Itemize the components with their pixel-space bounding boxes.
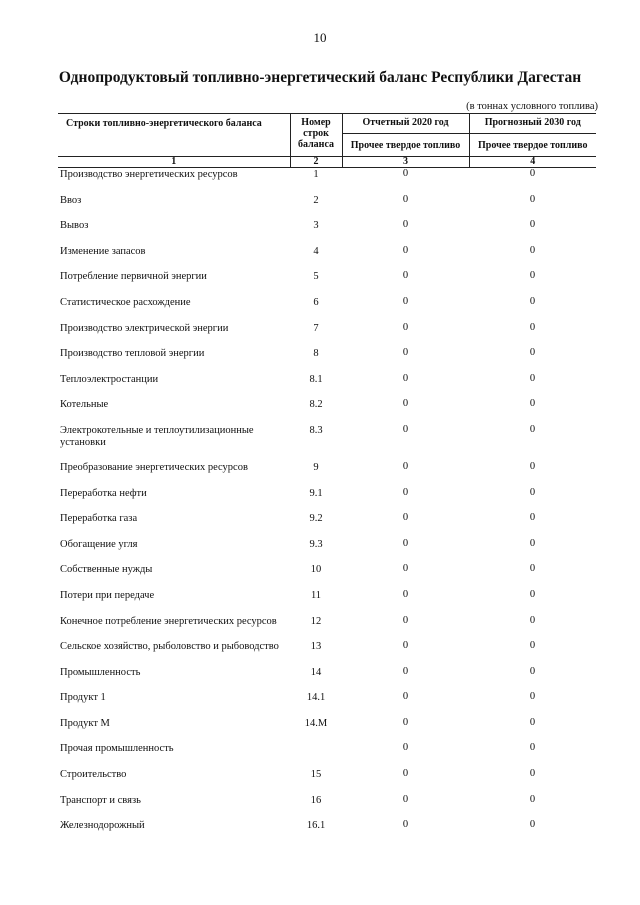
balance-table-body — [58, 168, 596, 845]
row-name-cell: Железнодорожный — [60, 820, 145, 832]
table-row — [58, 487, 596, 513]
value-2020-cell: 0 — [402, 819, 409, 831]
row-name-cell: Строительство — [60, 769, 127, 781]
header-forecast-fuel: Прочее твердое топливо — [469, 134, 596, 157]
row-number-cell: 4 — [313, 245, 319, 257]
row-name-cell: Конечное потребление энергетических ресурсов — [60, 615, 277, 627]
value-2030-cell: 0 — [529, 512, 536, 524]
value-2020-cell: 0 — [402, 512, 409, 524]
column-index-1: 1 — [58, 157, 290, 168]
value-2030-cell: 0 — [529, 640, 536, 652]
value-2020-cell: 0 — [402, 614, 409, 626]
row-number-cell: 16.1 — [306, 820, 326, 832]
value-2020-cell: 0 — [402, 372, 409, 384]
column-index-4: 4 — [469, 157, 596, 168]
table-row — [58, 768, 596, 794]
value-2030-cell: 0 — [529, 691, 536, 703]
value-2030-cell: 0 — [529, 665, 536, 677]
value-2030-cell: 0 — [529, 244, 536, 256]
row-number-cell: 12 — [310, 615, 322, 627]
row-name-cell: Преобразование энергетических ресурсов — [60, 461, 248, 473]
table-row — [58, 819, 596, 845]
value-2020-cell: 0 — [402, 665, 409, 677]
value-2020-cell: 0 — [402, 537, 409, 549]
row-name-cell: Вывоз — [60, 220, 89, 232]
value-2020-cell: 0 — [402, 793, 409, 805]
table-row — [58, 691, 596, 717]
row-name-cell: Электрокотельные и теплоутилизационные установки — [60, 424, 254, 448]
value-2030-cell: 0 — [529, 486, 536, 498]
row-number-cell: 8.2 — [309, 399, 323, 411]
table-row — [58, 512, 596, 538]
value-2030-cell: 0 — [529, 819, 536, 831]
column-index-3: 3 — [342, 157, 469, 168]
table-row — [58, 219, 596, 245]
table-row — [58, 245, 596, 271]
value-2020-cell: 0 — [402, 347, 409, 359]
row-number-cell: 14.1 — [306, 692, 326, 704]
value-2030-cell: 0 — [529, 793, 536, 805]
value-2020-cell: 0 — [402, 193, 409, 205]
header-row-number-line2: строк — [303, 128, 329, 139]
value-2020-cell: 0 — [402, 460, 409, 472]
header-reported-year: Отчетный 2020 год — [342, 114, 469, 134]
row-number-cell: 16 — [310, 794, 322, 806]
row-name-cell: Транспорт и связь — [60, 794, 141, 806]
row-number-cell: 14.М — [304, 717, 328, 729]
header-row-name: Строки топливно-энергетического баланса — [58, 114, 290, 157]
value-2030-cell: 0 — [529, 193, 536, 205]
value-2030-cell: 0 — [529, 270, 536, 282]
page-number: 10 — [313, 30, 327, 45]
row-name-cell: Переработка нефти — [60, 487, 147, 499]
row-name-cell: Производство энергетических ресурсов — [60, 169, 238, 180]
header-forecast-year: Прогнозный 2030 год — [469, 114, 596, 134]
value-2020-cell: 0 — [402, 640, 409, 652]
row-number-cell: 5 — [313, 271, 319, 283]
row-number-cell: 14 — [310, 666, 322, 678]
table-row — [58, 322, 596, 348]
row-number-cell: 9.2 — [309, 513, 323, 525]
table-row — [58, 666, 596, 692]
row-name-cell: Потребление первичной энергии — [60, 271, 207, 283]
header-row-number — [290, 114, 342, 157]
row-name-cell: Собственные нужды — [60, 564, 153, 576]
row-number-cell: 8.1 — [309, 373, 323, 385]
row-number-cell — [290, 742, 342, 768]
value-2020-cell: 0 — [402, 691, 409, 703]
row-number-cell: 9.1 — [309, 487, 323, 499]
table-row — [58, 461, 596, 487]
value-2030-cell: 0 — [529, 614, 536, 626]
value-2020-cell: 0 — [402, 742, 409, 754]
value-2030-cell: 0 — [529, 219, 536, 231]
table-row — [58, 538, 596, 564]
table-row — [58, 398, 596, 424]
row-number-cell: 8.3 — [309, 424, 323, 436]
header-reported-fuel: Прочее твердое топливо — [342, 134, 469, 157]
row-number-cell: 11 — [310, 589, 322, 601]
value-2020-cell: 0 — [402, 486, 409, 498]
row-number-cell: 7 — [313, 322, 319, 334]
row-name-cell: Промышленность — [60, 666, 141, 678]
table-row — [58, 296, 596, 322]
document-title: Однопродуктовый топливно-энергетический баланс Республики Дагестан — [58, 69, 582, 86]
header-row-number-line3: баланса — [297, 139, 335, 150]
table-row — [58, 270, 596, 296]
row-number-cell: 1 — [313, 169, 319, 180]
table-row — [58, 589, 596, 615]
column-index-2: 2 — [290, 157, 342, 168]
value-2030-cell: 0 — [529, 563, 536, 575]
value-2020-cell: 0 — [402, 244, 409, 256]
table-row — [58, 347, 596, 373]
value-2020-cell: 0 — [402, 270, 409, 282]
row-name-cell: Производство электрической энергии — [60, 322, 229, 334]
balance-table — [58, 113, 596, 845]
value-2030-cell: 0 — [529, 168, 536, 179]
value-2020-cell: 0 — [402, 716, 409, 728]
row-number-cell: 6 — [313, 296, 319, 308]
row-name-cell: Прочая промышленность — [60, 743, 174, 755]
value-2030-cell: 0 — [529, 768, 536, 780]
value-2020-cell: 0 — [402, 588, 409, 600]
balance-table-container — [58, 113, 596, 845]
value-2030-cell: 0 — [529, 398, 536, 410]
value-2030-cell: 0 — [529, 537, 536, 549]
value-2030-cell: 0 — [529, 347, 536, 359]
row-name-cell: Переработка газа — [60, 513, 138, 525]
row-name-cell: Продукт М — [60, 717, 110, 729]
value-2030-cell: 0 — [529, 588, 536, 600]
value-2030-cell: 0 — [529, 742, 536, 754]
value-2020-cell: 0 — [402, 295, 409, 307]
row-name-cell: Продукт 1 — [60, 692, 106, 704]
row-number-cell: 13 — [310, 641, 322, 653]
row-number-cell: 9 — [313, 461, 319, 473]
row-name-cell: Потери при передаче — [60, 589, 155, 601]
table-row — [58, 794, 596, 820]
table-row — [58, 615, 596, 641]
row-number-cell: 9.3 — [309, 538, 323, 550]
value-2020-cell: 0 — [402, 219, 409, 231]
value-2030-cell: 0 — [529, 295, 536, 307]
table-row — [58, 742, 596, 768]
row-name-cell: Статистическое расхождение — [60, 296, 191, 308]
table-row — [58, 640, 596, 666]
table-row — [58, 424, 596, 461]
value-2020-cell: 0 — [402, 563, 409, 575]
value-2020-cell: 0 — [402, 168, 409, 179]
row-name-cell: Теплоэлектростанции — [60, 373, 159, 385]
row-name-cell: Котельные — [60, 399, 109, 411]
units-note: (в тоннах условного топлива) — [466, 101, 598, 112]
table-row — [58, 563, 596, 589]
value-2030-cell: 0 — [529, 321, 536, 333]
value-2020-cell: 0 — [402, 768, 409, 780]
header-row-number-line1: Номер — [301, 117, 331, 128]
row-name-cell: Изменение запасов — [60, 245, 146, 257]
table-row — [58, 168, 596, 194]
table-row — [58, 717, 596, 743]
value-2020-cell: 0 — [402, 423, 409, 435]
row-number-cell: 3 — [313, 220, 319, 232]
row-number-cell: 10 — [310, 564, 322, 576]
value-2030-cell: 0 — [529, 423, 536, 435]
table-row — [58, 373, 596, 399]
row-number-cell: 8 — [313, 348, 319, 360]
value-2020-cell: 0 — [402, 398, 409, 410]
value-2030-cell: 0 — [529, 716, 536, 728]
row-name-cell: Сельское хозяйство, рыболовство и рыбоводство — [60, 641, 279, 653]
row-name-cell: Обогащение угля — [60, 538, 138, 550]
value-2030-cell: 0 — [529, 460, 536, 472]
value-2030-cell: 0 — [529, 372, 536, 384]
row-name-cell: Ввоз — [60, 194, 82, 206]
value-2020-cell: 0 — [402, 321, 409, 333]
row-number-cell: 2 — [313, 194, 319, 206]
row-name-cell: Производство тепловой энергии — [60, 348, 205, 360]
table-row — [58, 194, 596, 220]
row-number-cell: 15 — [310, 769, 322, 781]
